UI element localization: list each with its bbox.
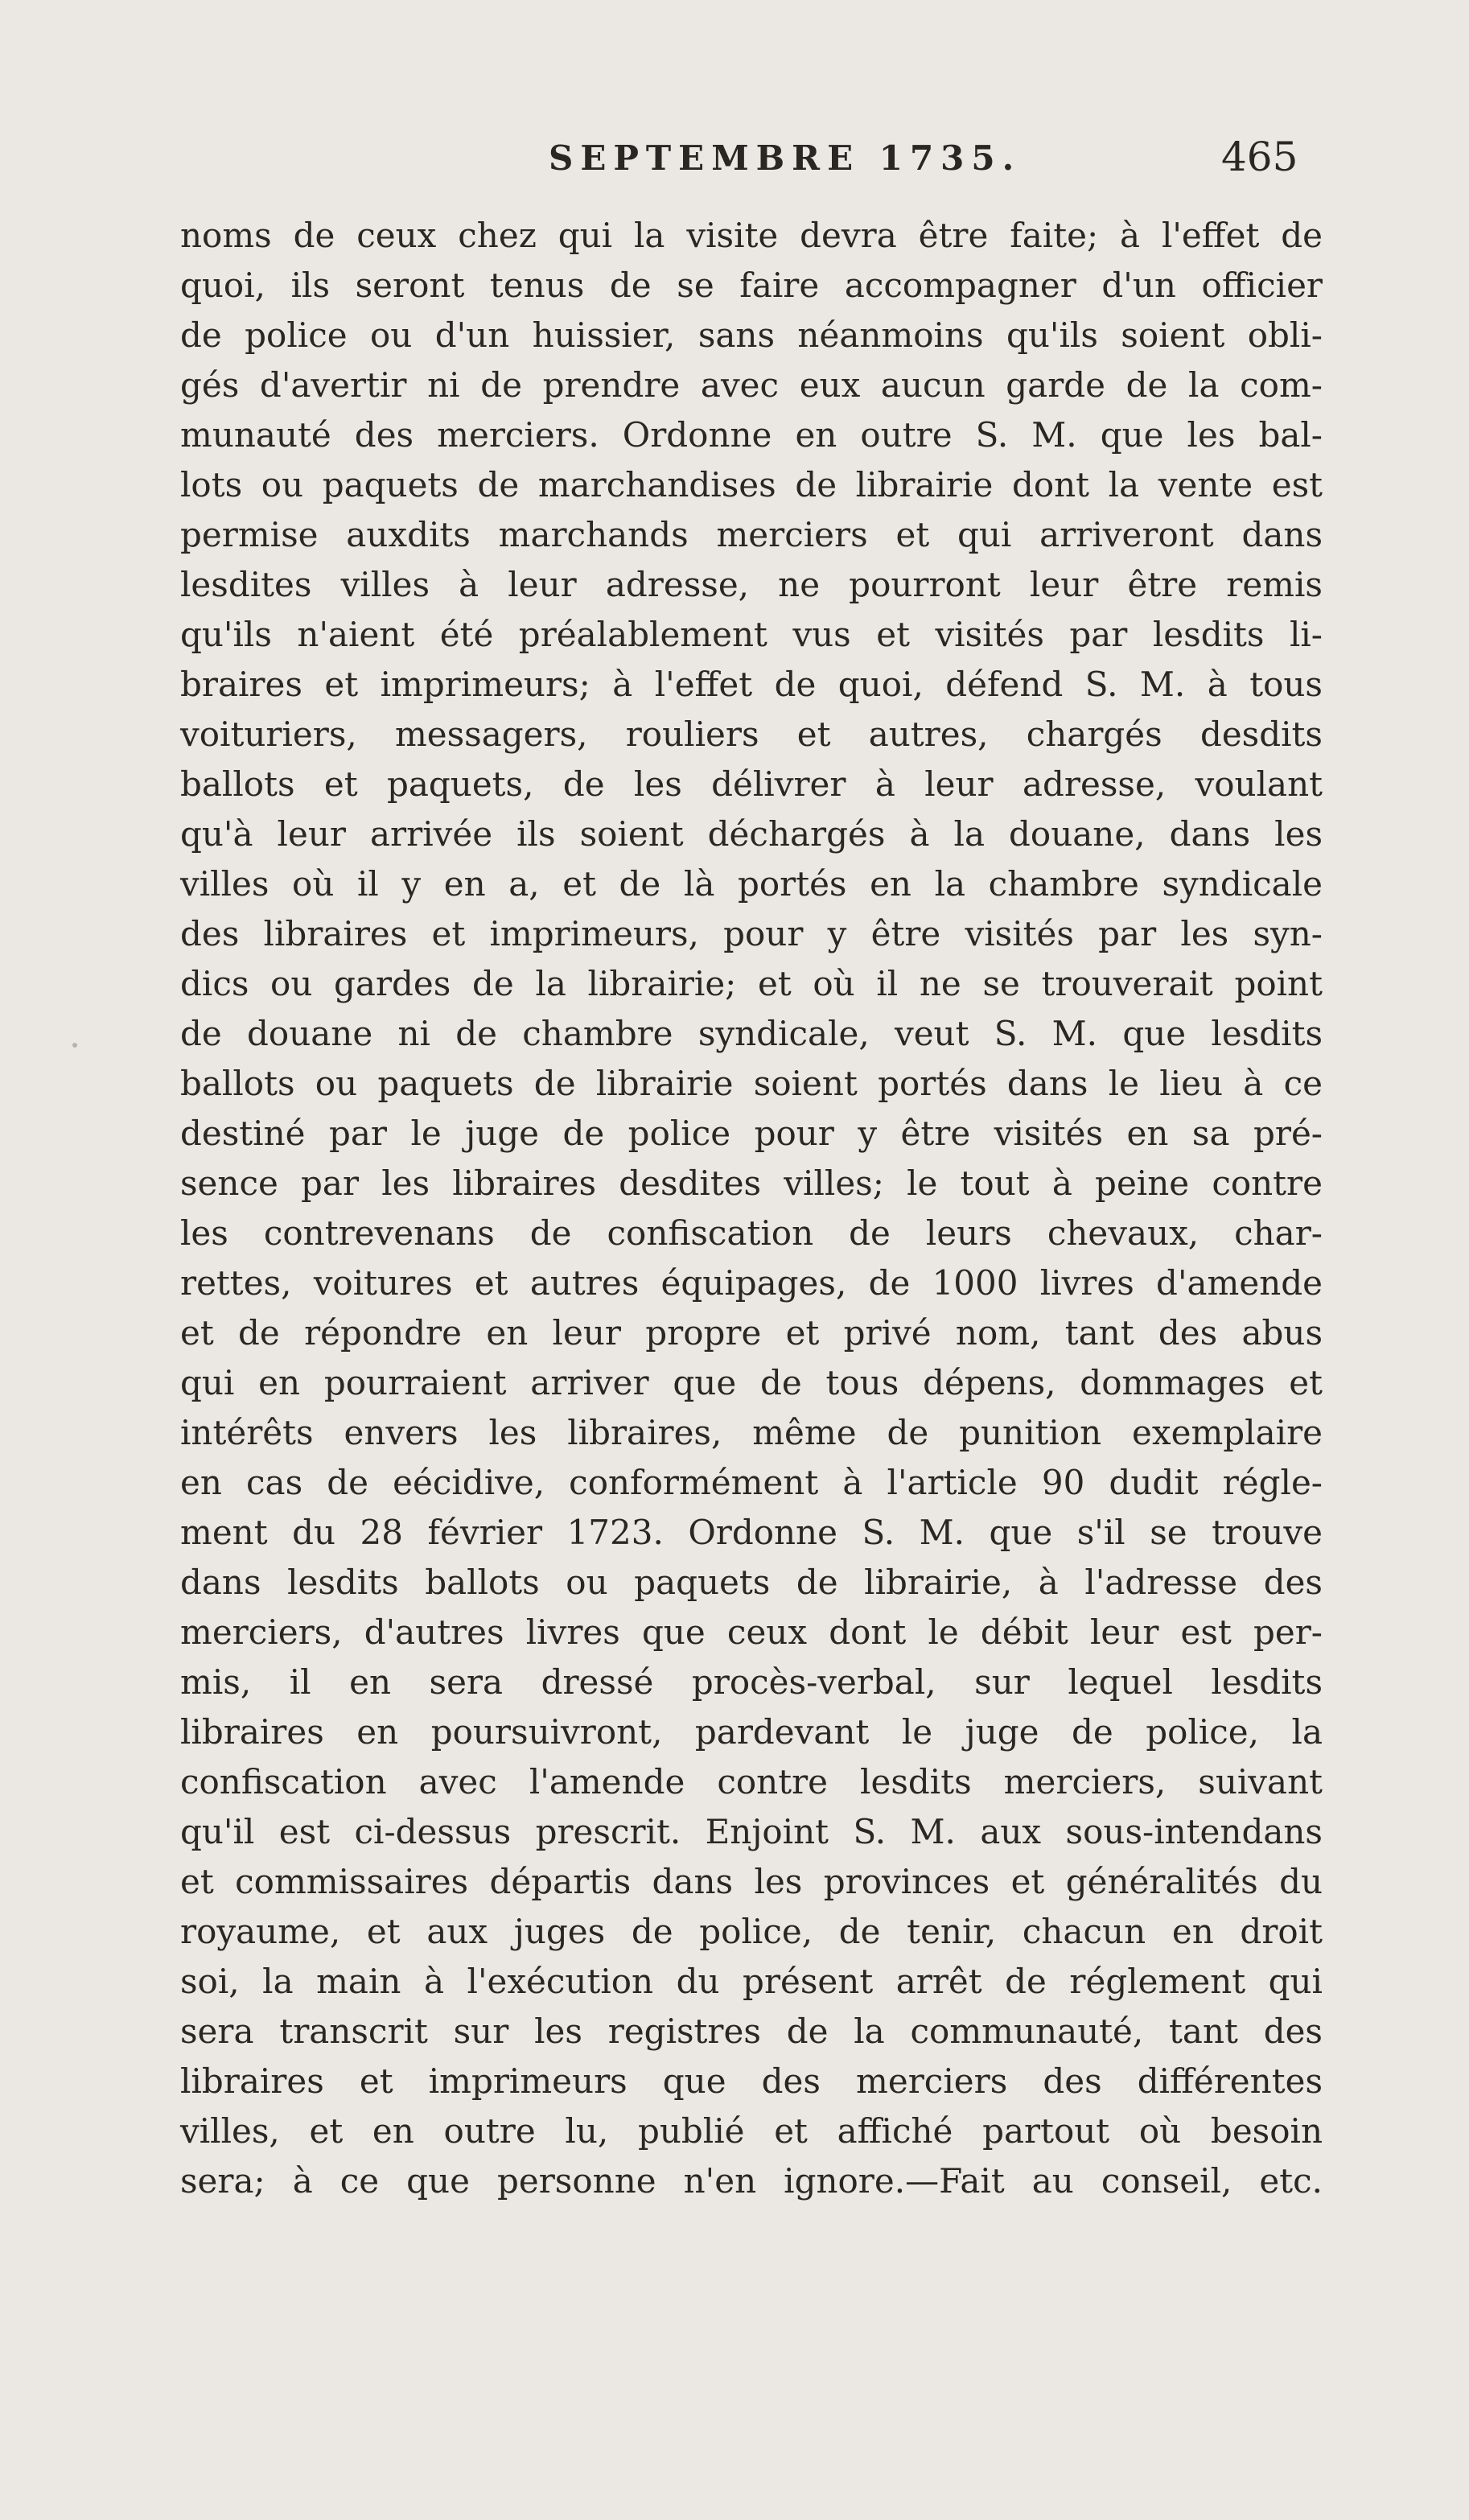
text-line: royaume, et aux juges de police, de tenir, chacun en droit: [180, 1912, 1323, 1951]
text-line: soi, la main à l'exécution du présent arrêt de réglement qui: [180, 1962, 1323, 2001]
text-line: intérêts envers les libraires, même de punition exemplaire: [180, 1413, 1323, 1452]
text-line: et commissaires départis dans les provinces et généralités du: [180, 1862, 1323, 1901]
text-line: braires et imprimeurs; à l'effet de quoi, défend S. M. à tous: [180, 665, 1323, 704]
text-line: destiné par le juge de police pour y être visités en sa pré-: [180, 1114, 1323, 1153]
text-line: qu'ils n'aient été préalablement vus et visités par lesdits li-: [180, 615, 1323, 654]
text-line-last: sera; à ce que personne n'en ignore.—Fait au conseil, etc.: [180, 2161, 1323, 2201]
text-line: quoi, ils seront tenus de se faire accompagner d'un officier: [180, 266, 1323, 305]
text-line: rettes, voitures et autres équipages, de 1000 livres d'amende: [180, 1263, 1323, 1303]
text-line: de douane ni de chambre syndicale, veut S. M. que lesdits: [180, 1014, 1323, 1053]
text-line: noms de ceux chez qui la visite devra être faite; à l'effet de: [180, 216, 1323, 255]
text-line: ballots et paquets, de les délivrer à leur adresse, voulant: [180, 764, 1323, 804]
page-number: 465: [1221, 134, 1298, 180]
running-title: SEPTEMBRE 1735.: [549, 138, 1022, 178]
text-line: lots ou paquets de marchandises de librairie dont la vente est: [180, 465, 1323, 504]
text-line: merciers, d'autres livres que ceux dont le débit leur est per-: [180, 1612, 1323, 1652]
text-line: et de répondre en leur propre et privé nom, tant des abus: [180, 1313, 1323, 1353]
text-line: des libraires et imprimeurs, pour y être visités par les syn-: [180, 914, 1323, 953]
text-line: les contrevenans de confiscation de leurs chevaux, char-: [180, 1213, 1323, 1253]
text-line: mis, il en sera dressé procès-verbal, sur lequel lesdits: [180, 1662, 1323, 1702]
body-text: [180, 211, 1323, 2206]
text-line: sera transcrit sur les registres de la communauté, tant des: [180, 2011, 1323, 2051]
text-line: voituriers, messagers, rouliers et autres, chargés desdits: [180, 714, 1323, 754]
text-line: permise auxdits marchands merciers et qui arriveront dans: [180, 515, 1323, 554]
text-line: qui en pourraient arriver que de tous dépens, dommages et: [180, 1363, 1323, 1402]
text-line: libraires et imprimeurs que des merciers des différentes: [180, 2061, 1323, 2101]
text-line: ballots ou paquets de librairie soient portés dans le lieu à ce: [180, 1064, 1323, 1103]
text-line: qu'il est ci-dessus prescrit. Enjoint S. M. aux sous-intendans: [180, 1812, 1323, 1851]
text-line: munauté des merciers. Ordonne en outre S. M. que les bal-: [180, 415, 1323, 455]
text-line: lesdites villes à leur adresse, ne pourront leur être remis: [180, 565, 1323, 604]
text-line: libraires en poursuivront, pardevant le juge de police, la: [180, 1712, 1323, 1752]
text-line: confiscation avec l'amende contre lesdits merciers, suivant: [180, 1762, 1323, 1801]
text-line: en cas de eécidive, conformément à l'article 90 dudit régle-: [180, 1463, 1323, 1502]
text-line: villes, et en outre lu, publié et affiché partout où besoin: [180, 2111, 1323, 2151]
running-head: [0, 134, 1469, 187]
text-line: dics ou gardes de la librairie; et où il ne se trouverait point: [180, 964, 1323, 1003]
text-line: ment du 28 février 1723. Ordonne S. M. que s'il se trouve: [180, 1513, 1323, 1552]
text-line: villes où il y en a, et de là portés en la chambre syndicale: [180, 864, 1323, 904]
text-line: gés d'avertir ni de prendre avec eux aucun garde de la com-: [180, 365, 1323, 405]
text-line: qu'à leur arrivée ils soient déchargés à la douane, dans les: [180, 814, 1323, 854]
text-line: dans lesdits ballots ou paquets de librairie, à l'adresse des: [180, 1563, 1323, 1602]
text-line: sence par les libraires desdites villes; le tout à peine contre: [180, 1163, 1323, 1203]
text-line: de police ou d'un huissier, sans néanmoins qu'ils soient obli-: [180, 315, 1323, 355]
margin-speck: [72, 1043, 77, 1048]
